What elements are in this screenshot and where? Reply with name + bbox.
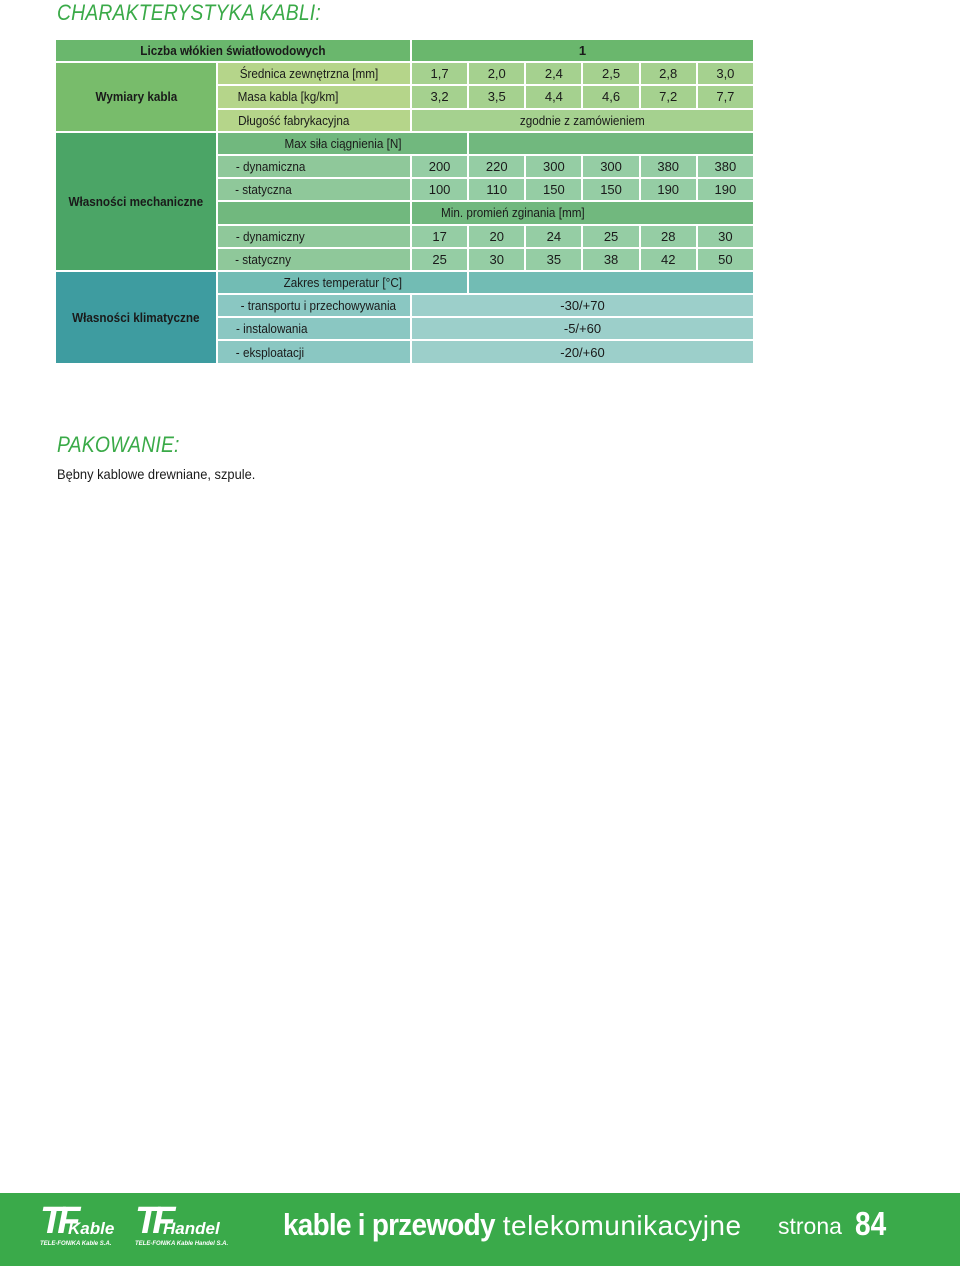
cell-value: 38 (583, 249, 638, 270)
footer-brand (283, 1207, 742, 1249)
row-label: - transportu i przechowywania (218, 295, 410, 316)
table-row (56, 133, 753, 154)
subheader-bend: Min. promień zginania [mm] (412, 202, 753, 223)
cell-value: -20/+60 (412, 341, 753, 362)
cell-value: 25 (583, 226, 638, 247)
subheader-fill (218, 202, 410, 223)
row-label: - dynamiczna (218, 156, 410, 177)
logo-tf-handel (135, 1200, 229, 1251)
brand-bold: kable i przewody (283, 1207, 495, 1242)
cell-value: 2,0 (469, 63, 524, 84)
cell-value: 2,8 (641, 63, 696, 84)
logo-subtitle: TELE-FONIKA Kable S.A. (40, 1241, 112, 1247)
cell-value: 25 (412, 249, 467, 270)
row-label: - statyczny (218, 249, 410, 270)
cell-value: 300 (583, 156, 638, 177)
subheader-fill (469, 272, 753, 293)
cell-value: 380 (698, 156, 753, 177)
cell-value: 3,5 (469, 86, 524, 107)
table-row (56, 40, 753, 61)
cell-value: 4,6 (583, 86, 638, 107)
packaging-text: Bębny kablowe drewniane, szpule. (57, 466, 256, 482)
cell-value: 20 (469, 226, 524, 247)
cell-value: 380 (641, 156, 696, 177)
footer-bar (0, 1193, 960, 1266)
page-number: 84 (855, 1205, 887, 1242)
cell-value: 190 (641, 179, 696, 200)
row-label: Średnica zewnętrzna [mm] (218, 63, 410, 84)
section-title-packaging: PAKOWANIE: (57, 432, 180, 457)
cell-value: 30 (698, 226, 753, 247)
cell-value: -5/+60 (412, 318, 753, 339)
brand-light: telekomunikacyjne (502, 1210, 742, 1241)
cell-value: 30 (469, 249, 524, 270)
logo-word: Kable (68, 1219, 115, 1238)
cell-value: zgodnie z zamówieniem (412, 110, 753, 131)
fiber-count-value: 1 (412, 40, 753, 61)
category-dimensions: Wymiary kabla (56, 63, 216, 131)
cell-value: 200 (412, 156, 467, 177)
subheader-tension: Max siła ciągnienia [N] (218, 133, 467, 154)
section-title-characteristics: CHARAKTERYSTYKA KABLI: (57, 0, 321, 25)
cell-value: 2,5 (583, 63, 638, 84)
cell-value: 110 (469, 179, 524, 200)
row-label: - eksploatacji (218, 341, 410, 362)
logo-tf-kable (40, 1201, 130, 1251)
table-row (56, 272, 753, 293)
category-climatic: Własności klimatyczne (56, 272, 216, 363)
logo-mark: TF (135, 1200, 170, 1242)
logo-word: Handel (163, 1219, 220, 1238)
logo-subtitle: TELE-FONIKA Kable Handel S.A. (135, 1241, 229, 1247)
logo-mark: TF (40, 1200, 75, 1242)
cell-value: 100 (412, 179, 467, 200)
cell-value: 1,7 (412, 63, 467, 84)
cell-value: 17 (412, 226, 467, 247)
cell-value: 50 (698, 249, 753, 270)
cell-value: 220 (469, 156, 524, 177)
cell-value: 2,4 (526, 63, 581, 84)
cell-value: 35 (526, 249, 581, 270)
cell-value: 190 (698, 179, 753, 200)
subheader-temperature: Zakres temperatur [°C] (218, 272, 467, 293)
row-label: - instalowania (218, 318, 410, 339)
page-label: strona (778, 1213, 842, 1239)
cell-value: -30/+70 (412, 295, 753, 316)
category-mechanical: Własności mechaniczne (56, 133, 216, 270)
cell-value: 3,0 (698, 63, 753, 84)
row-label: - statyczna (218, 179, 410, 200)
cell-value: 7,2 (641, 86, 696, 107)
cell-value: 150 (583, 179, 638, 200)
cell-value: 3,2 (412, 86, 467, 107)
cell-value: 24 (526, 226, 581, 247)
row-label: Masa kabla [kg/km] (218, 86, 410, 107)
row-label: - dynamiczny (218, 226, 410, 247)
cell-value: 42 (641, 249, 696, 270)
subheader-fill (469, 133, 753, 154)
table-row (56, 63, 753, 84)
cell-value: 150 (526, 179, 581, 200)
cell-value: 7,7 (698, 86, 753, 107)
cell-value: 4,4 (526, 86, 581, 107)
cell-value: 300 (526, 156, 581, 177)
fiber-count-label: Liczba włókien światłowodowych (56, 40, 410, 61)
cell-value: 28 (641, 226, 696, 247)
cable-spec-table (54, 38, 755, 365)
row-label: Długość fabrykacyjna (218, 110, 410, 131)
